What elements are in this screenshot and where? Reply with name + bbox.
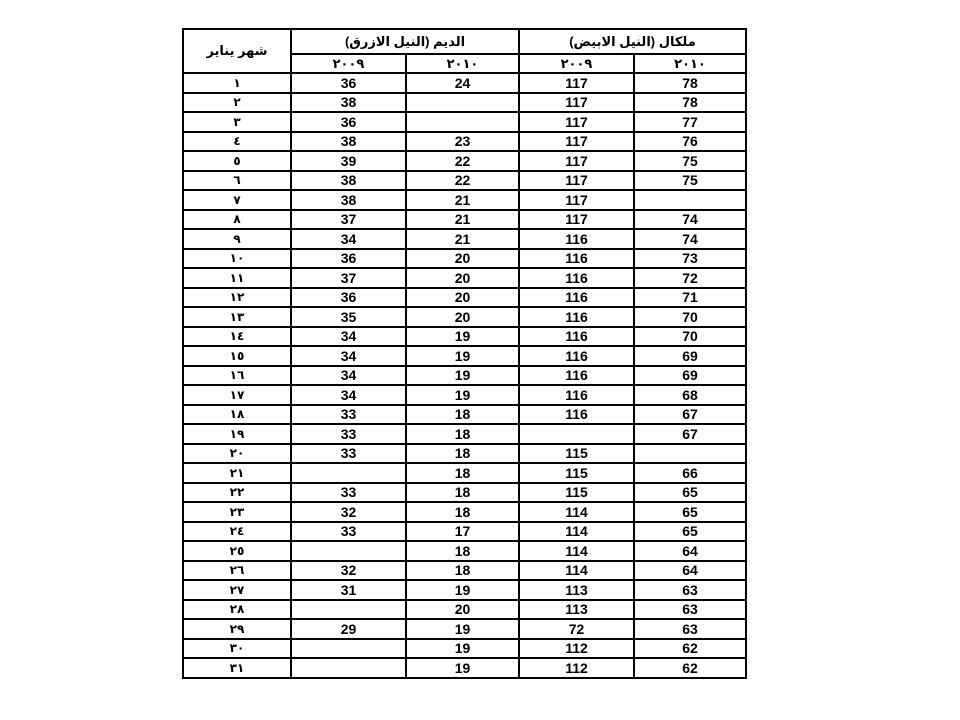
malakal-white-nile-group-header: ملكال (النيل الابيض) bbox=[519, 29, 746, 54]
deim-2009-cell: 31 bbox=[291, 580, 406, 600]
malakal-2010-cell: 62 bbox=[634, 639, 746, 659]
table-row bbox=[183, 73, 746, 93]
malakal-2009-cell: 116 bbox=[519, 307, 634, 327]
table-row bbox=[183, 366, 746, 386]
day-cell: ٤ bbox=[183, 132, 291, 152]
day-cell: ٢١ bbox=[183, 463, 291, 483]
table-row bbox=[183, 151, 746, 171]
deim-2010-cell: 23 bbox=[406, 132, 519, 152]
deim-2010-cell: 18 bbox=[406, 502, 519, 522]
deim-2010-cell: 17 bbox=[406, 522, 519, 542]
malakal-2009-cell: 114 bbox=[519, 502, 634, 522]
deim-2009-cell: 38 bbox=[291, 190, 406, 210]
deim-2009-cell: 33 bbox=[291, 424, 406, 444]
deim-2009-cell: 35 bbox=[291, 307, 406, 327]
deim-2010-cell: 24 bbox=[406, 73, 519, 93]
deim-2010-cell bbox=[406, 93, 519, 113]
deim-2010-cell: 19 bbox=[406, 658, 519, 678]
table-row bbox=[183, 112, 746, 132]
deim-2009-cell: 33 bbox=[291, 444, 406, 464]
deim-2009-cell: 29 bbox=[291, 619, 406, 639]
day-cell: ١٩ bbox=[183, 424, 291, 444]
deim-2009-cell: 36 bbox=[291, 112, 406, 132]
malakal-2009-cell: 115 bbox=[519, 483, 634, 503]
malakal-2009-cell: 116 bbox=[519, 229, 634, 249]
day-cell: ٣١ bbox=[183, 658, 291, 678]
malakal-2009-cell: 116 bbox=[519, 249, 634, 269]
nile-river-levels-table bbox=[182, 28, 747, 679]
deim-2009-cell: 33 bbox=[291, 483, 406, 503]
malakal-2009-cell: 117 bbox=[519, 210, 634, 230]
malakal-2009-cell: 112 bbox=[519, 639, 634, 659]
table-row bbox=[183, 249, 746, 269]
table-row bbox=[183, 639, 746, 659]
deim-blue-nile-group-header: الديم (النيل الازرق) bbox=[291, 29, 519, 54]
deim-2009-cell: 37 bbox=[291, 210, 406, 230]
day-cell: ١٥ bbox=[183, 346, 291, 366]
malakal-2009-cell: 115 bbox=[519, 444, 634, 464]
deim-2010-cell: 21 bbox=[406, 229, 519, 249]
day-cell: ١ bbox=[183, 73, 291, 93]
deim-2010-cell: 18 bbox=[406, 541, 519, 561]
malakal-2010-cell: 67 bbox=[634, 405, 746, 425]
deim-2010-cell: 20 bbox=[406, 268, 519, 288]
deim-2009-cell: 34 bbox=[291, 229, 406, 249]
malakal-2010-cell: 63 bbox=[634, 619, 746, 639]
deim-2009-cell bbox=[291, 541, 406, 561]
table-row bbox=[183, 580, 746, 600]
malakal-2010-cell: 77 bbox=[634, 112, 746, 132]
malakal-2009-cell: 116 bbox=[519, 327, 634, 347]
table-row bbox=[183, 444, 746, 464]
deim-2010-year-header: ٢٠١٠ bbox=[406, 54, 519, 73]
day-cell: ٧ bbox=[183, 190, 291, 210]
malakal-2009-cell: 116 bbox=[519, 405, 634, 425]
malakal-2010-cell: 74 bbox=[634, 210, 746, 230]
deim-2010-cell: 20 bbox=[406, 288, 519, 308]
malakal-2010-cell: 70 bbox=[634, 327, 746, 347]
malakal-2010-cell: 70 bbox=[634, 307, 746, 327]
malakal-2010-cell: 63 bbox=[634, 600, 746, 620]
deim-2010-cell: 20 bbox=[406, 307, 519, 327]
deim-2009-cell bbox=[291, 658, 406, 678]
deim-2010-cell: 22 bbox=[406, 171, 519, 191]
day-cell: ٢٠ bbox=[183, 444, 291, 464]
malakal-2010-cell: 64 bbox=[634, 541, 746, 561]
deim-2010-cell: 19 bbox=[406, 619, 519, 639]
malakal-2009-cell: 117 bbox=[519, 190, 634, 210]
deim-2009-cell: 39 bbox=[291, 151, 406, 171]
day-cell: ٢٧ bbox=[183, 580, 291, 600]
malakal-2010-cell: 65 bbox=[634, 502, 746, 522]
day-cell: ٢٢ bbox=[183, 483, 291, 503]
deim-2009-cell bbox=[291, 600, 406, 620]
malakal-2009-year-header: ٢٠٠٩ bbox=[519, 54, 634, 73]
day-cell: ٩ bbox=[183, 229, 291, 249]
table-row bbox=[183, 483, 746, 503]
table-header bbox=[183, 29, 746, 73]
day-cell: ٢٣ bbox=[183, 502, 291, 522]
malakal-2010-cell: 75 bbox=[634, 171, 746, 191]
day-cell: ١٢ bbox=[183, 288, 291, 308]
malakal-2009-cell: 114 bbox=[519, 541, 634, 561]
deim-2009-cell: 34 bbox=[291, 385, 406, 405]
deim-2009-cell bbox=[291, 463, 406, 483]
malakal-2009-cell: 116 bbox=[519, 288, 634, 308]
malakal-2010-cell: 68 bbox=[634, 385, 746, 405]
day-cell: ٢٩ bbox=[183, 619, 291, 639]
malakal-2010-cell: 71 bbox=[634, 288, 746, 308]
malakal-2010-cell: 65 bbox=[634, 483, 746, 503]
malakal-2010-cell bbox=[634, 444, 746, 464]
malakal-2010-cell: 78 bbox=[634, 93, 746, 113]
deim-2009-cell: 33 bbox=[291, 522, 406, 542]
malakal-2009-cell: 115 bbox=[519, 463, 634, 483]
deim-2009-cell: 34 bbox=[291, 366, 406, 386]
table-row bbox=[183, 229, 746, 249]
day-cell: ٢٨ bbox=[183, 600, 291, 620]
day-cell: ٢٤ bbox=[183, 522, 291, 542]
deim-2009-cell: 38 bbox=[291, 93, 406, 113]
deim-2010-cell: 20 bbox=[406, 600, 519, 620]
deim-2009-cell: 38 bbox=[291, 171, 406, 191]
table-row bbox=[183, 405, 746, 425]
day-cell: ١٦ bbox=[183, 366, 291, 386]
table-body bbox=[183, 73, 746, 678]
table-row bbox=[183, 288, 746, 308]
deim-2010-cell: 22 bbox=[406, 151, 519, 171]
table-row bbox=[183, 600, 746, 620]
malakal-2010-cell bbox=[634, 190, 746, 210]
malakal-2010-cell: 64 bbox=[634, 561, 746, 581]
malakal-2009-cell: 117 bbox=[519, 73, 634, 93]
deim-2010-cell bbox=[406, 112, 519, 132]
table-row bbox=[183, 268, 746, 288]
deim-2009-cell: 34 bbox=[291, 346, 406, 366]
malakal-2009-cell: 117 bbox=[519, 151, 634, 171]
day-cell: ١١ bbox=[183, 268, 291, 288]
malakal-2010-cell: 78 bbox=[634, 73, 746, 93]
deim-2010-cell: 19 bbox=[406, 639, 519, 659]
day-cell: ١٧ bbox=[183, 385, 291, 405]
deim-2009-cell: 34 bbox=[291, 327, 406, 347]
table-row bbox=[183, 522, 746, 542]
malakal-2009-cell: 117 bbox=[519, 93, 634, 113]
deim-2010-cell: 19 bbox=[406, 580, 519, 600]
deim-2010-cell: 18 bbox=[406, 444, 519, 464]
day-cell: ٢٦ bbox=[183, 561, 291, 581]
malakal-2009-cell: 116 bbox=[519, 346, 634, 366]
day-cell: ٥ bbox=[183, 151, 291, 171]
malakal-2009-cell: 72 bbox=[519, 619, 634, 639]
day-cell: ١٣ bbox=[183, 307, 291, 327]
deim-2010-cell: 21 bbox=[406, 190, 519, 210]
table-row bbox=[183, 190, 746, 210]
table-row bbox=[183, 93, 746, 113]
table-row bbox=[183, 502, 746, 522]
day-cell: ٣ bbox=[183, 112, 291, 132]
deim-2009-cell: 38 bbox=[291, 132, 406, 152]
table-row bbox=[183, 658, 746, 678]
table-row bbox=[183, 210, 746, 230]
deim-2009-cell: 32 bbox=[291, 561, 406, 581]
table-row bbox=[183, 619, 746, 639]
deim-2010-cell: 18 bbox=[406, 561, 519, 581]
day-cell: ١٠ bbox=[183, 249, 291, 269]
deim-2010-cell: 18 bbox=[406, 424, 519, 444]
malakal-2010-cell: 62 bbox=[634, 658, 746, 678]
deim-2009-cell: 37 bbox=[291, 268, 406, 288]
malakal-2010-cell: 75 bbox=[634, 151, 746, 171]
table-row bbox=[183, 346, 746, 366]
deim-2009-cell bbox=[291, 639, 406, 659]
deim-2010-cell: 19 bbox=[406, 385, 519, 405]
day-cell: ١٨ bbox=[183, 405, 291, 425]
deim-2009-cell: 36 bbox=[291, 249, 406, 269]
deim-2010-cell: 18 bbox=[406, 483, 519, 503]
malakal-2009-cell: 113 bbox=[519, 580, 634, 600]
deim-2009-cell: 36 bbox=[291, 288, 406, 308]
malakal-2010-cell: 73 bbox=[634, 249, 746, 269]
malakal-2009-cell: 114 bbox=[519, 561, 634, 581]
malakal-2009-cell: 113 bbox=[519, 600, 634, 620]
malakal-2009-cell: 116 bbox=[519, 268, 634, 288]
table-row bbox=[183, 307, 746, 327]
malakal-2010-cell: 66 bbox=[634, 463, 746, 483]
deim-2010-cell: 18 bbox=[406, 405, 519, 425]
table-row bbox=[183, 385, 746, 405]
malakal-2010-cell: 65 bbox=[634, 522, 746, 542]
malakal-2009-cell bbox=[519, 424, 634, 444]
table-row bbox=[183, 424, 746, 444]
deim-2009-cell: 36 bbox=[291, 73, 406, 93]
malakal-2010-cell: 72 bbox=[634, 268, 746, 288]
deim-2009-year-header: ٢٠٠٩ bbox=[291, 54, 406, 73]
deim-2010-cell: 21 bbox=[406, 210, 519, 230]
malakal-2009-cell: 117 bbox=[519, 112, 634, 132]
table-row bbox=[183, 463, 746, 483]
table-row bbox=[183, 171, 746, 191]
group-header-row bbox=[183, 29, 746, 54]
day-cell: ٨ bbox=[183, 210, 291, 230]
deim-2010-cell: 20 bbox=[406, 249, 519, 269]
malakal-2010-cell: 63 bbox=[634, 580, 746, 600]
malakal-2009-cell: 114 bbox=[519, 522, 634, 542]
day-cell: ٢ bbox=[183, 93, 291, 113]
deim-2010-cell: 19 bbox=[406, 346, 519, 366]
malakal-2009-cell: 112 bbox=[519, 658, 634, 678]
day-cell: ٣٠ bbox=[183, 639, 291, 659]
deim-2010-cell: 19 bbox=[406, 366, 519, 386]
day-cell: ٢٥ bbox=[183, 541, 291, 561]
day-cell: ٦ bbox=[183, 171, 291, 191]
malakal-2010-cell: 67 bbox=[634, 424, 746, 444]
table-row bbox=[183, 132, 746, 152]
malakal-2010-cell: 74 bbox=[634, 229, 746, 249]
table-row bbox=[183, 327, 746, 347]
malakal-2010-cell: 69 bbox=[634, 346, 746, 366]
table-row bbox=[183, 541, 746, 561]
deim-2010-cell: 18 bbox=[406, 463, 519, 483]
malakal-2010-cell: 76 bbox=[634, 132, 746, 152]
malakal-2010-year-header: ٢٠١٠ bbox=[634, 54, 746, 73]
malakal-2009-cell: 116 bbox=[519, 385, 634, 405]
table-row bbox=[183, 561, 746, 581]
deim-2010-cell: 19 bbox=[406, 327, 519, 347]
malakal-2009-cell: 117 bbox=[519, 132, 634, 152]
malakal-2010-cell: 69 bbox=[634, 366, 746, 386]
month-header-cell: شهر يناير bbox=[183, 29, 291, 73]
deim-2009-cell: 32 bbox=[291, 502, 406, 522]
day-cell: ١٤ bbox=[183, 327, 291, 347]
malakal-2009-cell: 117 bbox=[519, 171, 634, 191]
malakal-2009-cell: 116 bbox=[519, 366, 634, 386]
deim-2009-cell: 33 bbox=[291, 405, 406, 425]
